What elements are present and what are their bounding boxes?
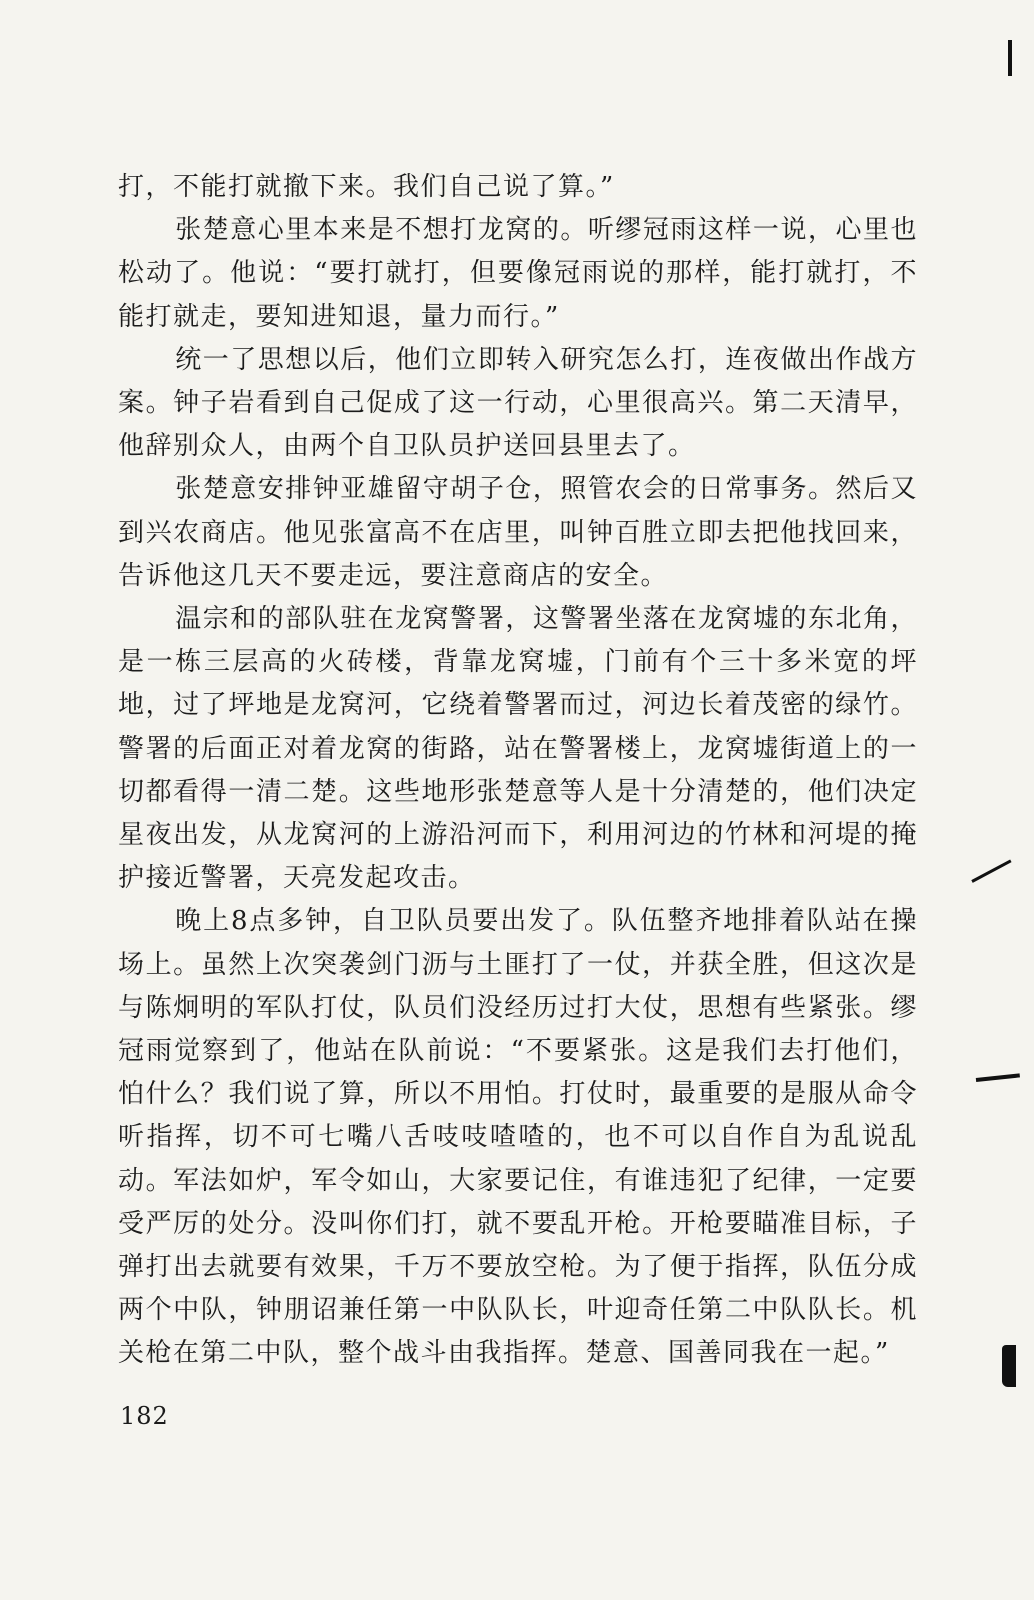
paragraph: 张楚意安排钟亚雄留守胡子仓，照管农会的日常事务。然后又到兴农商店。他见张富高不在店里，叫钟百胜立即去把他找回来，告诉他这几天不要走远，要注意商店的安全。	[118, 474, 918, 591]
scan-artifact-mark	[971, 860, 1011, 883]
paragraph: 晚上8点多钟，自卫队员要出发了。队伍整齐地排着队站在操场上。虽然上次突袭剑门沥与土匪打了一仗，并获全胜，但这次是与陈炯明的军队打仗，队员们没经历过打大仗，思想有些紧张。缪冠雨觉察到了，他站在队前说：“不要紧张。这是我们去打他们，怕什么？我们说了算，所以不用怕。打仗时，最重要的是服从命令听指挥，切不可七嘴八舌吱吱喳喳的，也不可以自作自为乱说乱动。军法如炉，军令如山，大家要记住，有谁违犯了纪律，一定要受严厉的处分。没叫你们打，就不要乱开枪。开枪要瞄准目标，子弹打出去就要有效果，千万不要放空枪。为了便于指挥，队伍分成两个中队，钟朋诏兼任第一中队队长，叶迎奇任第二中队队长。机关枪在第二中队，整个战斗由我指挥。楚意、国善同我在一起。”	[118, 906, 918, 1369]
paragraph: 温宗和的部队驻在龙窝警署，这警署坐落在龙窝墟的东北角，是一栋三层高的火砖楼，背靠龙窝墟，门前有个三十多米宽的坪地，过了坪地是龙窝河，它绕着警署而过，河边长着茂密的绿竹。警署的后面正对着龙窝的街路，站在警署楼上，龙窝墟街道上的一切都看得一清二楚。这些地形张楚意等人是十分清楚的，他们决定星夜出发，从龙窝河的上游沿河而下，利用河边的竹林和河堤的掩护接近警署，天亮发起攻击。	[118, 604, 918, 894]
paragraph: 张楚意心里本来是不想打龙窝的。听缪冠雨这样一说，心里也松动了。他说：“要打就打，但要像冠雨说的那样，能打就打，不能打就走，要知进知退，量力而行。”	[118, 215, 918, 332]
scan-artifact-mark	[1008, 40, 1012, 76]
scan-artifact-mark	[1002, 1345, 1016, 1387]
paragraph-continuation: 打，不能打就撤下来。我们自己说了算。”	[118, 172, 615, 202]
body-text	[118, 166, 918, 1376]
page-number: 182	[120, 1402, 169, 1430]
paragraph: 统一了思想以后，他们立即转入研究怎么打，连夜做出作战方案。钟子岩看到自己促成了这一行动，心里很高兴。第二天清早，他辞别众人，由两个自卫队员护送回县里去了。	[118, 344, 918, 462]
scan-artifact-mark	[976, 1073, 1020, 1082]
